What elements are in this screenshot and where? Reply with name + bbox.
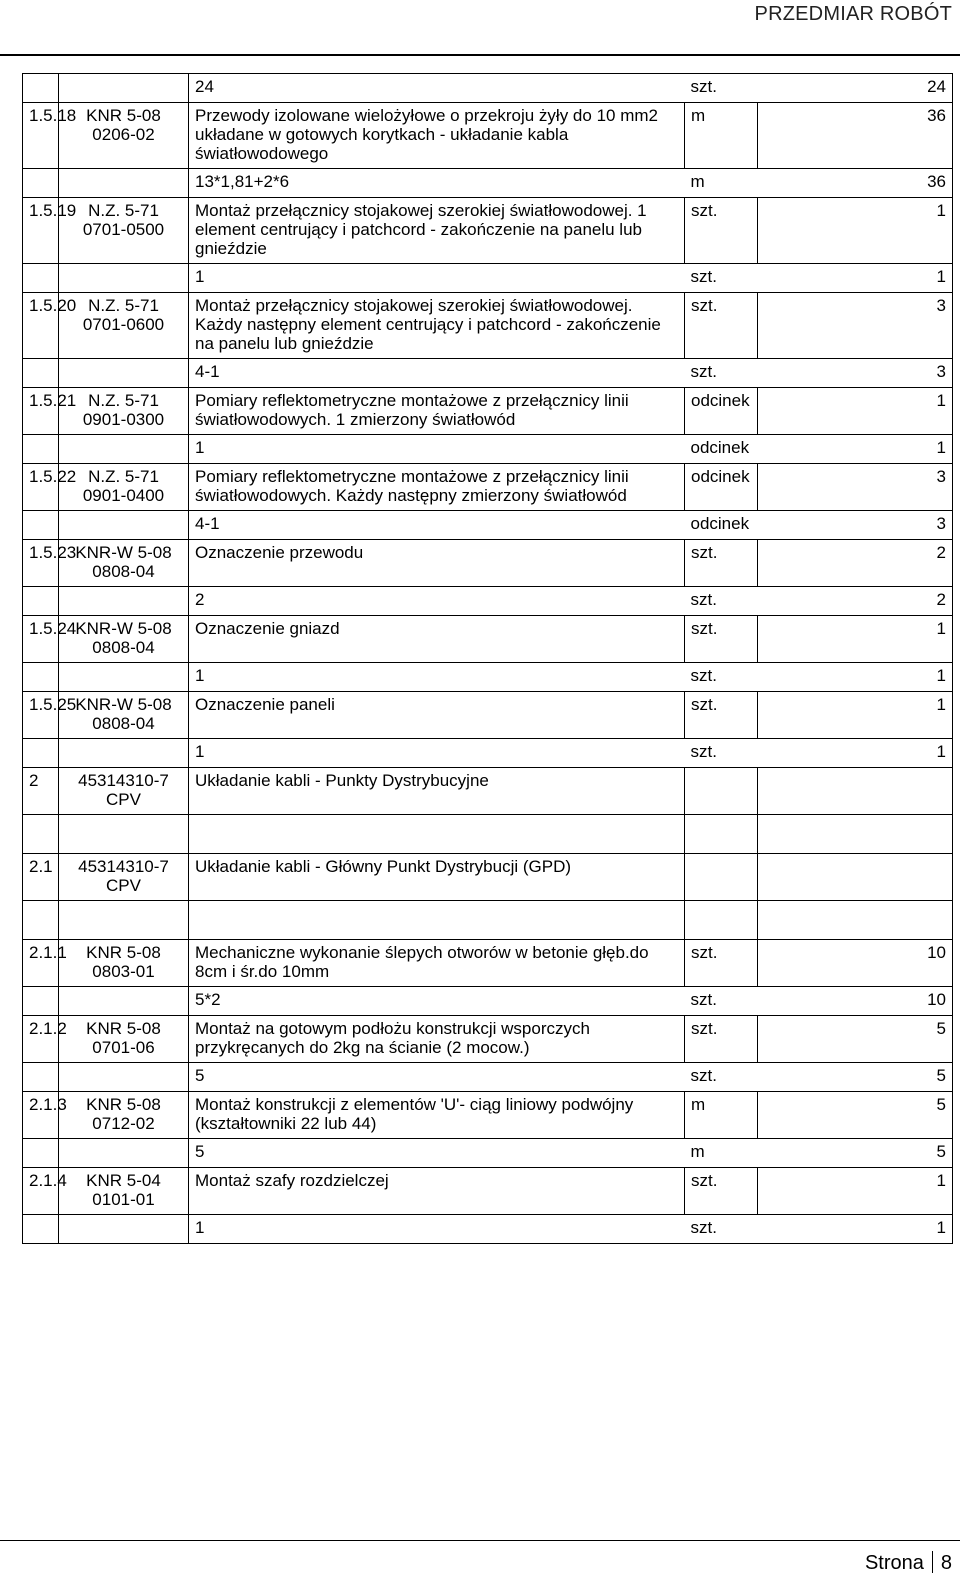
calc-expression: 4-1 [189, 359, 685, 388]
position-row [23, 940, 953, 987]
position-row [23, 464, 953, 511]
lp-cell: 1.5.20 [23, 293, 59, 359]
spacer-row [23, 815, 953, 854]
calc-unit: odcinek [685, 511, 758, 540]
section-title: Układanie kabli - Główny Punkt Dystrybucji (GPD) [189, 854, 685, 901]
lp-cell: 2.1.4 [23, 1168, 59, 1215]
lp-cell [23, 587, 59, 616]
code-cell: KNR 5-08 0701-06 [59, 1016, 189, 1063]
lp-cell [23, 74, 59, 103]
calc-value: 1 [758, 1215, 953, 1244]
code-cell: KNR 5-04 0101-01 [59, 1168, 189, 1215]
calc-row [23, 587, 953, 616]
code-cell [59, 511, 189, 540]
lp-cell: 1.5.19 [23, 198, 59, 264]
code-cell [59, 435, 189, 464]
code-cell [59, 987, 189, 1016]
lp-cell [23, 1063, 59, 1092]
lp-cell: 1.5.24 [23, 616, 59, 663]
lp-cell [23, 511, 59, 540]
description-cell: Oznaczenie przewodu [189, 540, 685, 587]
calc-value: 1 [758, 739, 953, 768]
unit-cell: odcinek [685, 464, 758, 511]
calc-value: 5 [758, 1063, 953, 1092]
calc-expression: 1 [189, 1215, 685, 1244]
code-cell [59, 1215, 189, 1244]
calc-row [23, 74, 953, 103]
calc-unit: szt. [685, 359, 758, 388]
quantity-cell: 3 [758, 464, 953, 511]
code-cell [59, 663, 189, 692]
calc-unit: m [685, 1139, 758, 1168]
calc-row [23, 511, 953, 540]
calc-value: 1 [758, 663, 953, 692]
code-cell: KNR 5-08 0206-02 [59, 103, 189, 169]
code-cell [59, 169, 189, 198]
unit-cell: szt. [685, 198, 758, 264]
quantity-cell: 5 [758, 1092, 953, 1139]
calc-row [23, 663, 953, 692]
page-number [865, 1551, 952, 1573]
unit-cell: szt. [685, 940, 758, 987]
header-rule [0, 54, 960, 56]
calc-expression: 1 [189, 435, 685, 464]
lp-cell [23, 169, 59, 198]
position-row [23, 692, 953, 739]
unit-cell: odcinek [685, 388, 758, 435]
lp-cell: 1.5.18 [23, 103, 59, 169]
calc-value: 1 [758, 264, 953, 293]
description-cell: Pomiary reflektometryczne montażowe z przełącznicy linii światłowodowych. Każdy następny zmierzony światłowód [189, 464, 685, 511]
unit-cell [685, 768, 758, 815]
description-cell: Montaż szafy rozdzielczej [189, 1168, 685, 1215]
calc-row [23, 359, 953, 388]
calc-unit: szt. [685, 1063, 758, 1092]
position-row [23, 1168, 953, 1215]
quantity-cell: 1 [758, 1168, 953, 1215]
calc-expression: 4-1 [189, 511, 685, 540]
page-separator [932, 1551, 933, 1573]
calc-expression: 2 [189, 587, 685, 616]
spacer-row [23, 901, 953, 940]
position-row [23, 540, 953, 587]
lp-cell: 2.1.1 [23, 940, 59, 987]
calc-row [23, 169, 953, 198]
calc-unit: szt. [685, 587, 758, 616]
description-cell: Montaż przełącznicy stojakowej szerokiej światłowodowej. 1 element centrujący i patchcord - zakończenie na panelu lub gnieździe [189, 198, 685, 264]
unit-cell: szt. [685, 616, 758, 663]
code-cell: N.Z. 5-71 0701-0500 [59, 198, 189, 264]
lp-cell [23, 359, 59, 388]
lp-cell [23, 1139, 59, 1168]
description-cell: Oznaczenie gniazd [189, 616, 685, 663]
position-row [23, 388, 953, 435]
lp-cell: 2.1 [23, 854, 59, 901]
calc-expression: 13*1,81+2*6 [189, 169, 685, 198]
calc-value: 10 [758, 987, 953, 1016]
calc-value: 24 [758, 74, 953, 103]
section-row [23, 854, 953, 901]
calc-row [23, 1063, 953, 1092]
calc-unit: odcinek [685, 435, 758, 464]
section-title: Układanie kabli - Punkty Dystrybucyjne [189, 768, 685, 815]
lp-cell [23, 435, 59, 464]
code-cell [59, 359, 189, 388]
code-cell: KNR-W 5-08 0808-04 [59, 692, 189, 739]
lp-cell: 2 [23, 768, 59, 815]
code-cell: N.Z. 5-71 0901-0400 [59, 464, 189, 511]
lp-cell: 2.1.3 [23, 1092, 59, 1139]
code-cell: KNR-W 5-08 0808-04 [59, 540, 189, 587]
code-cell: N.Z. 5-71 0901-0300 [59, 388, 189, 435]
calc-expression: 24 [189, 74, 685, 103]
lp-cell [23, 987, 59, 1016]
unit-cell: szt. [685, 692, 758, 739]
lp-cell [23, 663, 59, 692]
code-cell: 45314310-7 CPV [59, 854, 189, 901]
calc-row [23, 435, 953, 464]
calc-unit: szt. [685, 74, 758, 103]
description-cell: Oznaczenie paneli [189, 692, 685, 739]
position-row [23, 1016, 953, 1063]
code-cell: KNR 5-08 0712-02 [59, 1092, 189, 1139]
lp-cell [23, 1215, 59, 1244]
calc-expression: 1 [189, 739, 685, 768]
lp-cell: 1.5.25 [23, 692, 59, 739]
quantity-cell: 1 [758, 616, 953, 663]
code-cell: KNR 5-08 0803-01 [59, 940, 189, 987]
quantity-cell: 36 [758, 103, 953, 169]
calc-value: 5 [758, 1139, 953, 1168]
position-row [23, 198, 953, 264]
calc-row [23, 1139, 953, 1168]
calc-value: 3 [758, 359, 953, 388]
calc-value: 3 [758, 511, 953, 540]
quantity-cell: 5 [758, 1016, 953, 1063]
description-cell: Montaż przełącznicy stojakowej szerokiej światłowodowej. Każdy następny element centrujący i patchcord - zakończenie na panelu lub gnieździe [189, 293, 685, 359]
description-cell: Pomiary reflektometryczne montażowe z przełącznicy linii światłowodowych. 1 zmierzony światłowód [189, 388, 685, 435]
position-row [23, 616, 953, 663]
unit-cell: szt. [685, 540, 758, 587]
calc-unit: m [685, 169, 758, 198]
lp-cell: 1.5.23 [23, 540, 59, 587]
quantity-cell [758, 854, 953, 901]
calc-expression: 5 [189, 1139, 685, 1168]
quantity-cell: 1 [758, 692, 953, 739]
calc-expression: 5 [189, 1063, 685, 1092]
description-cell: Montaż na gotowym podłożu konstrukcji wsporczych przykręcanych do 2kg na ścianie (2 mocow.) [189, 1016, 685, 1063]
calc-value: 36 [758, 169, 953, 198]
code-cell: 45314310-7 CPV [59, 768, 189, 815]
calc-unit: szt. [685, 1215, 758, 1244]
quantity-cell [758, 768, 953, 815]
section-row [23, 768, 953, 815]
code-cell: KNR-W 5-08 0808-04 [59, 616, 189, 663]
code-cell [59, 74, 189, 103]
quantity-cell: 2 [758, 540, 953, 587]
lp-cell: 1.5.21 [23, 388, 59, 435]
description-cell: Montaż konstrukcji z elementów 'U'- ciąg liniowy podwójny (kształtowniki 22 lub 44) [189, 1092, 685, 1139]
lp-cell [23, 739, 59, 768]
document-title: PRZEDMIAR ROBÓT [754, 3, 952, 25]
unit-cell: szt. [685, 1168, 758, 1215]
lp-cell: 1.5.22 [23, 464, 59, 511]
calc-row [23, 987, 953, 1016]
calc-expression: 1 [189, 663, 685, 692]
unit-cell: szt. [685, 1016, 758, 1063]
description-cell: Mechaniczne wykonanie ślepych otworów w betonie głęb.do 8cm i śr.do 10mm [189, 940, 685, 987]
calc-unit: szt. [685, 264, 758, 293]
footer-rule [0, 1540, 960, 1541]
code-cell [59, 1139, 189, 1168]
code-cell: N.Z. 5-71 0701-0600 [59, 293, 189, 359]
calc-unit: szt. [685, 739, 758, 768]
quantity-cell: 1 [758, 388, 953, 435]
code-cell [59, 1063, 189, 1092]
unit-cell: szt. [685, 293, 758, 359]
calc-unit: szt. [685, 987, 758, 1016]
unit-cell: m [685, 1092, 758, 1139]
calc-expression: 1 [189, 264, 685, 293]
quantity-cell: 10 [758, 940, 953, 987]
quantity-cell: 3 [758, 293, 953, 359]
page-label: Strona [864, 1552, 924, 1574]
calc-row [23, 739, 953, 768]
calc-value: 2 [758, 587, 953, 616]
calc-row [23, 1215, 953, 1244]
calc-expression: 5*2 [189, 987, 685, 1016]
code-cell [59, 587, 189, 616]
unit-cell: m [685, 103, 758, 169]
calc-value: 1 [758, 435, 953, 464]
code-cell [59, 264, 189, 293]
calc-row [23, 264, 953, 293]
code-cell [59, 739, 189, 768]
quantity-cell: 1 [758, 198, 953, 264]
calc-unit: szt. [685, 663, 758, 692]
position-row [23, 293, 953, 359]
bill-of-quantities-table [22, 73, 953, 1244]
lp-cell: 2.1.2 [23, 1016, 59, 1063]
lp-cell [23, 264, 59, 293]
description-cell: Przewody izolowane wielożyłowe o przekroju żyły do 10 mm2 układane w gotowych korytkach - układanie kabla światłowodowego [189, 103, 685, 169]
position-row [23, 1092, 953, 1139]
position-row [23, 103, 953, 169]
unit-cell [685, 854, 758, 901]
page-value: 8 [940, 1552, 952, 1574]
